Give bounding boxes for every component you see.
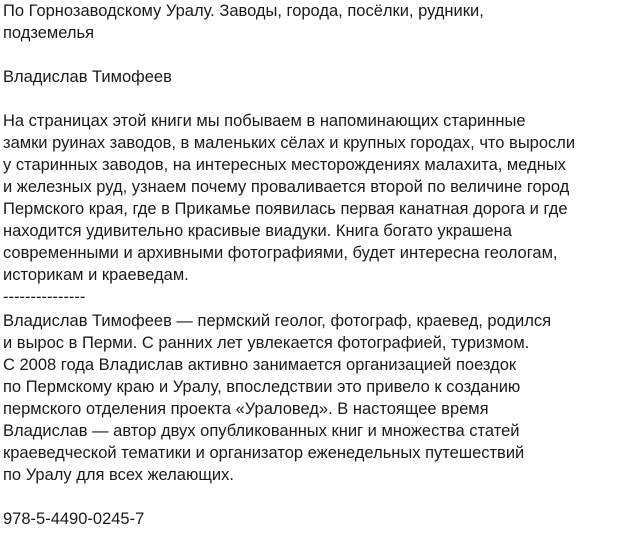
description-line: На страницах этой книги мы побываем в напоминающих старинные [3, 112, 526, 130]
description-line: находится удивительно красивые виадуки. Книга богато украшена [3, 222, 512, 240]
title-line: подземелья [3, 24, 95, 42]
bio-line: Владислав — автор двух опубликованных книг и множества статей [3, 422, 520, 440]
bio-line: С 2008 года Владислав активно занимается организацией поездок [3, 356, 517, 374]
bio-line: Владислав Тимофеев — пермский геолог, фотограф, краевед, родился [3, 312, 552, 330]
description-line: у старинных заводов, на интересных месторождениях малахита, медных [3, 156, 566, 174]
bio-line: по Пермскому краю и Уралу, впоследствии это привело к созданию [3, 378, 521, 396]
description-line: и железных руд, узнаем почему проваливается второй по величине город [3, 178, 570, 196]
description-line: историкам и краеведам. [3, 266, 189, 284]
section-separator: --------------- [3, 288, 86, 306]
bio-line: краеведческой тематики и организатор еженедельных путешествий [3, 444, 525, 462]
bio-line: по Уралу для всех желающих. [3, 466, 234, 484]
isbn: 978-5-4490-0245-7 [3, 510, 145, 528]
description-line: Пермского края, где в Прикамье появилась первая канатная дорога и где [3, 200, 568, 218]
description-line: современными и архивными фотографиями, будет интересна геологам, [3, 244, 558, 262]
bio-line: пермского отделения проекта «Ураловед». В настоящее время [3, 400, 489, 418]
description-line: замки руинах заводов, в маленьких сёлах и крупных городах, что выросли [3, 134, 576, 152]
bio-line: и вырос в Перми. С ранних лет увлекается фотографией, туризмом. [3, 334, 530, 352]
title-line: По Горнозаводскому Уралу. Заводы, города, посёлки, рудники, [3, 2, 484, 20]
author-name: Владислав Тимофеев [3, 68, 172, 86]
